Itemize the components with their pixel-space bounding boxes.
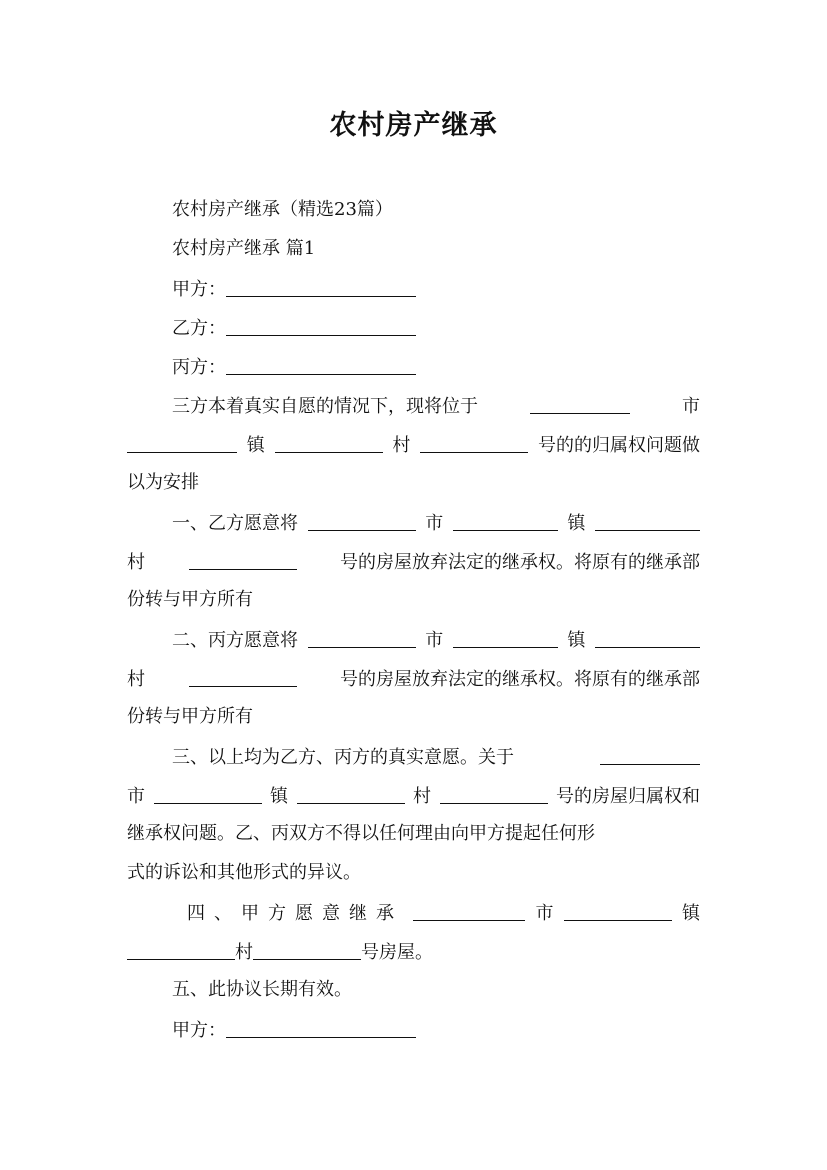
blank (253, 941, 361, 960)
clause3-text-1: 三、以上均为乙方、丙方的真实意愿。关于 (172, 747, 514, 768)
clause4-text-1: 四、甲方愿意继承 (187, 903, 403, 924)
blank (595, 512, 700, 531)
clause1-text-5: 号的房屋放弃法定的继承权。将原有的继承部 (340, 552, 700, 573)
clause4-line-1 (187, 900, 700, 926)
clause4-text-2: 市 (535, 903, 554, 924)
party-b-blank (226, 317, 416, 336)
section-heading: 农村房产继承 篇1 (172, 238, 316, 259)
clause3-line-1 (172, 744, 700, 770)
intro-text-4: 村 (392, 435, 411, 456)
party-a-sign-label: 甲方： (172, 1020, 226, 1041)
party-b-label: 乙方： (172, 318, 226, 339)
party-c-line (172, 354, 416, 380)
clause3-text-2: 市 (127, 786, 145, 807)
blank (453, 512, 558, 531)
blank (440, 785, 548, 804)
blank (453, 629, 558, 648)
clause1-line-3: 份转与甲方所有 (127, 589, 253, 610)
clause1-text-2: 市 (425, 513, 444, 534)
blank (154, 785, 262, 804)
clause4-text-5: 号房屋。 (361, 942, 433, 963)
party-a-sign-blank (226, 1019, 416, 1038)
party-a-sign-line (172, 1017, 416, 1043)
clause4-text-3: 镇 (682, 903, 700, 924)
clause2-line-1 (172, 627, 700, 653)
clause1-line-1 (172, 510, 700, 536)
party-a-blank (226, 278, 416, 297)
blank (420, 434, 528, 453)
clause2-line-2 (127, 666, 700, 692)
blank (413, 902, 525, 921)
clause5-line: 五、此协议长期有效。 (172, 979, 352, 1000)
blank (308, 629, 416, 648)
clause2-text-4: 村 (127, 669, 145, 690)
blank (530, 395, 630, 414)
party-a-label: 甲方： (172, 279, 226, 300)
blank (308, 512, 416, 531)
clause3-text-3: 镇 (270, 786, 288, 807)
intro-line-2 (127, 432, 700, 458)
clause1-text-3: 镇 (567, 513, 586, 534)
clause1-text-1: 一、乙方愿意将 (172, 513, 298, 534)
party-c-label: 丙方： (172, 357, 226, 378)
clause2-text-1: 二、丙方愿意将 (172, 630, 298, 651)
clause3-line-2 (127, 783, 700, 809)
intro-line-3: 以为安排 (127, 472, 199, 493)
blank (564, 902, 672, 921)
intro-text-3: 镇 (246, 435, 265, 456)
clause3-text-4: 村 (413, 786, 431, 807)
blank (189, 668, 297, 687)
blank (127, 434, 237, 453)
clause2-text-3: 镇 (567, 630, 586, 651)
clause2-line-3: 份转与甲方所有 (127, 706, 253, 727)
party-c-blank (226, 356, 416, 375)
clause1-text-4: 村 (127, 552, 145, 573)
clause3-text-5: 号的房屋归属权和 (556, 786, 700, 807)
document-subtitle: 农村房产继承（精选23篇） (172, 199, 393, 220)
clause1-line-2 (127, 549, 700, 575)
blank (127, 941, 235, 960)
intro-line-1 (172, 393, 700, 419)
clause3-text-6: 继承权问题。乙、丙双方不得以任何理由向甲方提起任何形 (127, 823, 595, 844)
document-title: 农村房产继承 (329, 110, 498, 141)
clause2-text-2: 市 (425, 630, 444, 651)
blank (189, 551, 297, 570)
intro-text-5: 号的的归属权问题做 (537, 435, 700, 456)
party-a-line (172, 276, 416, 302)
blank (600, 746, 700, 765)
clause3-line-4: 式的诉讼和其他形式的异议。 (127, 862, 361, 883)
intro-text-2: 市 (682, 396, 700, 417)
clause2-text-5: 号的房屋放弃法定的继承权。将原有的继承部 (340, 669, 700, 690)
clause4-line-2 (127, 939, 433, 965)
party-b-line (172, 315, 416, 341)
clause3-line-3 (127, 822, 700, 846)
blank (595, 629, 700, 648)
blank (297, 785, 405, 804)
clause4-text-4: 村 (235, 942, 253, 963)
blank (275, 434, 383, 453)
intro-text-1: 三方本着真实自愿的情况下，现将位于 (172, 396, 478, 417)
